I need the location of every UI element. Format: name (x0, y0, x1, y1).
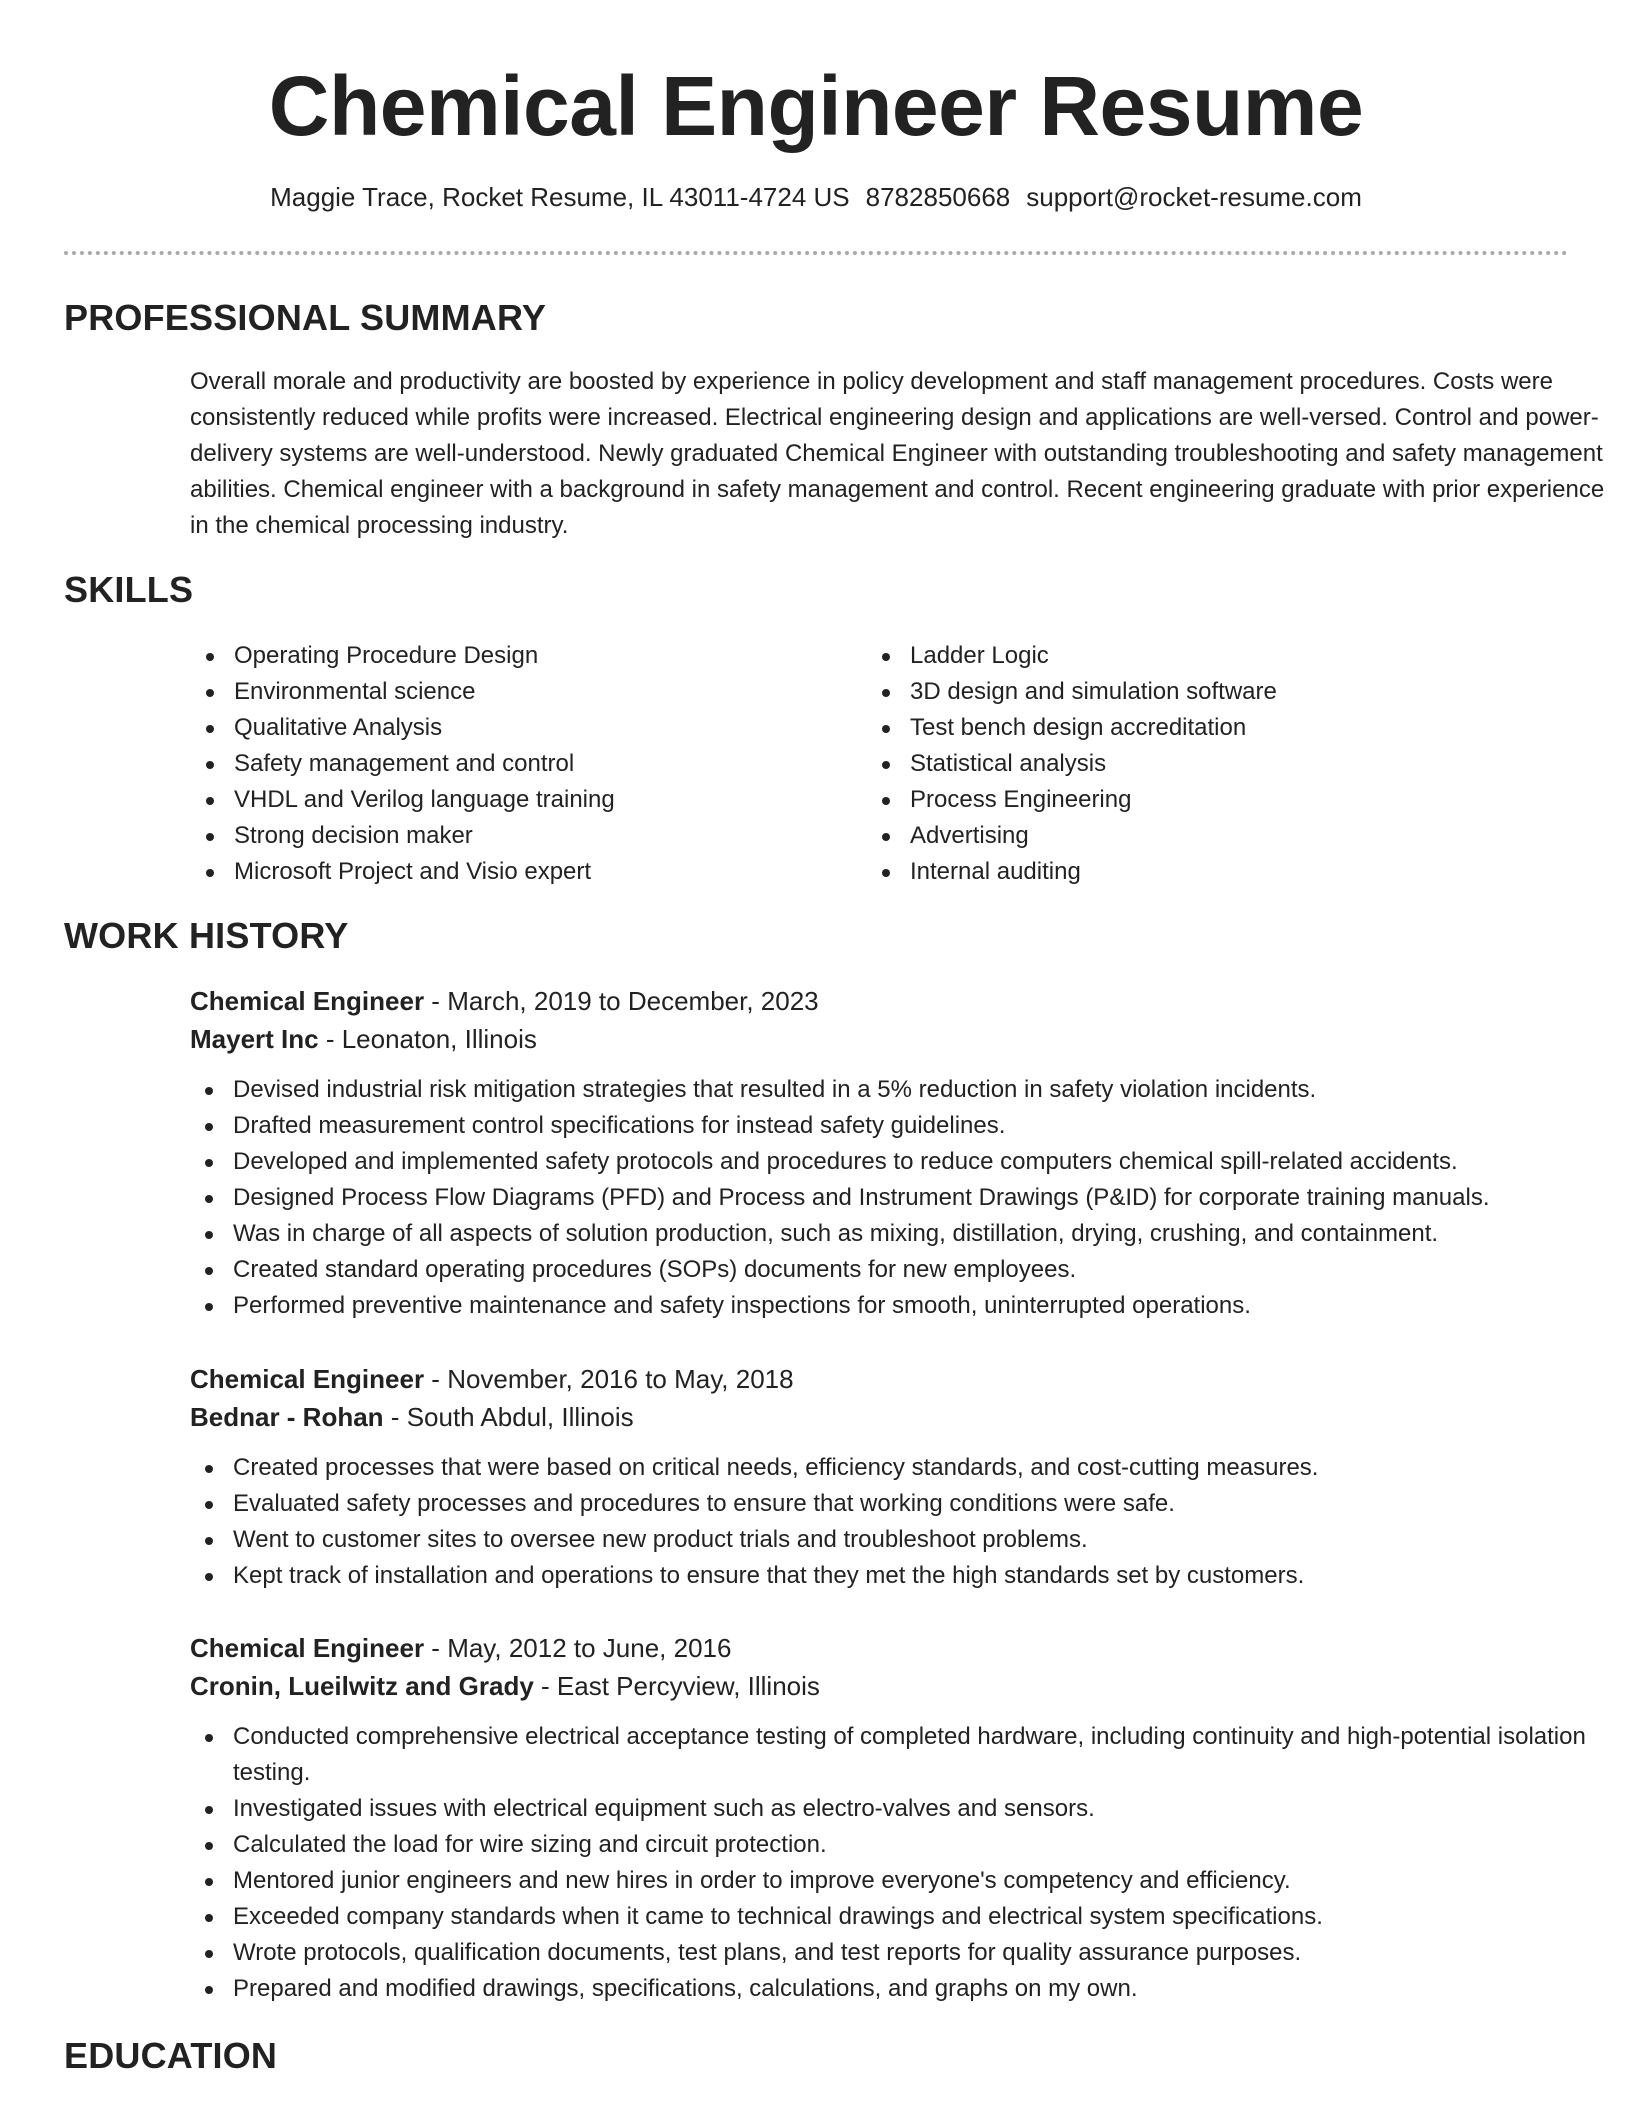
job-bullet: Calculated the load for wire sizing and circuit protection. (189, 1827, 1620, 1863)
skills-column-right (866, 638, 1506, 890)
job-bullets (189, 1072, 1620, 1324)
job-title: Chemical Engineer (190, 1364, 425, 1394)
job-company-line (190, 1398, 1620, 1436)
separator: - (318, 1024, 342, 1054)
job-bullet: Wrote protocols, qualification documents, test plans, and test reports for quality assurance purposes. (189, 1935, 1620, 1971)
job-bullet: Drafted measurement control specifications for instead safety guidelines. (189, 1108, 1620, 1144)
skill-item: Safety management and control (190, 746, 830, 782)
job-entry (190, 1629, 1620, 2007)
skill-item: Internal auditing (866, 854, 1506, 890)
skill-item: Environmental science (190, 674, 830, 710)
job-bullet: Went to customer sites to oversee new product trials and troubleshoot problems. (189, 1522, 1620, 1558)
job-bullet: Prepared and modified drawings, specifications, calculations, and graphs on my own. (189, 1971, 1620, 2007)
header-divider (64, 251, 1568, 255)
job-company-line (190, 1020, 1620, 1058)
skill-item: Test bench design accreditation (866, 710, 1506, 746)
summary-text: Overall morale and productivity are boosted by experience in policy development and staff management procedures. Costs were consistently reduced while profits were increased. Electrical engineering design and applications are well-versed. Control and power-delivery systems are well-understood. Newly graduated Chemical Engineer with outstanding troubleshooting and safety management abilities. Chemical engineer with a background in safety management and control. Recent engineering graduate with prior experience in the chemical processing industry. (190, 368, 1605, 539)
job-dates: May, 2012 to June, 2016 (447, 1633, 732, 1663)
job-title-line (190, 1360, 1620, 1398)
job-bullet: Designed Process Flow Diagrams (PFD) and Process and Instrument Drawings (P&ID) for corporate training manuals. (189, 1180, 1620, 1216)
separator: - (533, 1671, 557, 1701)
separator: - (424, 1364, 448, 1394)
job-bullet: Performed preventive maintenance and safety inspections for smooth, uninterrupted operations. (189, 1288, 1620, 1324)
job-bullet: Exceeded company standards when it came to technical drawings and electrical system specifications. (189, 1899, 1620, 1935)
job-company: Mayert Inc (190, 1024, 319, 1054)
job-bullets (189, 1719, 1620, 2007)
job-location: South Abdul, Illinois (406, 1402, 634, 1432)
job-bullets (189, 1450, 1620, 1594)
job-title: Chemical Engineer (190, 986, 425, 1016)
skill-item: Operating Procedure Design (190, 638, 830, 674)
job-bullet: Devised industrial risk mitigation strategies that resulted in a 5% reduction in safety violation incidents. (189, 1072, 1620, 1108)
job-bullet: Developed and implemented safety protocols and procedures to reduce computers chemical spill-related accidents. (189, 1144, 1620, 1180)
job-dates: March, 2019 to December, 2023 (447, 986, 819, 1016)
summary-heading: PROFESSIONAL SUMMARY (64, 297, 547, 338)
job-bullet: Conducted comprehensive electrical acceptance testing of completed hardware, including continuity and high-potential isolation testing. (189, 1719, 1620, 1791)
skill-item: Microsoft Project and Visio expert (190, 854, 830, 890)
job-bullet: Was in charge of all aspects of solution production, such as mixing, distillation, drying, crushing, and containment. (189, 1216, 1620, 1252)
skill-item: Advertising (866, 818, 1506, 854)
job-entry (190, 1360, 1620, 1594)
contact-email: support@rocket-resume.com (1026, 182, 1362, 212)
contact-address: Maggie Trace, Rocket Resume, IL 43011-4724 US (270, 182, 850, 212)
separator: - (383, 1402, 407, 1432)
education-heading: EDUCATION (64, 2035, 278, 2076)
resume-title: Chemical Engineer Resume (268, 59, 1364, 153)
job-bullet: Kept track of installation and operations to ensure that they met the high standards set by customers. (189, 1558, 1620, 1594)
job-bullet: Created standard operating procedures (SOPs) documents for new employees. (189, 1252, 1620, 1288)
skill-item: Qualitative Analysis (190, 710, 830, 746)
job-title-line (190, 1629, 1620, 1667)
job-location: East Percyview, Illinois (556, 1671, 820, 1701)
separator: - (424, 986, 448, 1016)
skill-item: Statistical analysis (866, 746, 1506, 782)
job-title: Chemical Engineer (190, 1633, 425, 1663)
skill-item: Ladder Logic (866, 638, 1506, 674)
job-company: Cronin, Lueilwitz and Grady (190, 1671, 534, 1701)
work-heading: WORK HISTORY (64, 915, 349, 956)
skills-column-left (190, 638, 830, 890)
job-bullet: Investigated issues with electrical equipment such as electro-valves and sensors. (189, 1791, 1620, 1827)
skill-item: 3D design and simulation software (866, 674, 1506, 710)
contact-phone: 8782850668 (865, 182, 1011, 212)
job-bullet: Mentored junior engineers and new hires in order to improve everyone's competency and efficiency. (189, 1863, 1620, 1899)
job-bullet: Evaluated safety processes and procedures to ensure that working conditions were safe. (189, 1486, 1620, 1522)
job-company: Bednar - Rohan (190, 1402, 384, 1432)
job-bullet: Created processes that were based on critical needs, efficiency standards, and cost-cutting measures. (189, 1450, 1620, 1486)
skills-list-left (190, 638, 830, 890)
separator: - (424, 1633, 448, 1663)
skill-item: Process Engineering (866, 782, 1506, 818)
skills-heading: SKILLS (64, 569, 194, 610)
job-title-line (190, 982, 1620, 1020)
skill-item: Strong decision maker (190, 818, 830, 854)
job-entry (190, 982, 1620, 1324)
skills-list-right (866, 638, 1506, 890)
contact-line (64, 180, 1568, 214)
skill-item: VHDL and Verilog language training (190, 782, 830, 818)
job-location: Leonaton, Illinois (341, 1024, 537, 1054)
job-company-line (190, 1667, 1620, 1705)
job-dates: November, 2016 to May, 2018 (447, 1364, 794, 1394)
